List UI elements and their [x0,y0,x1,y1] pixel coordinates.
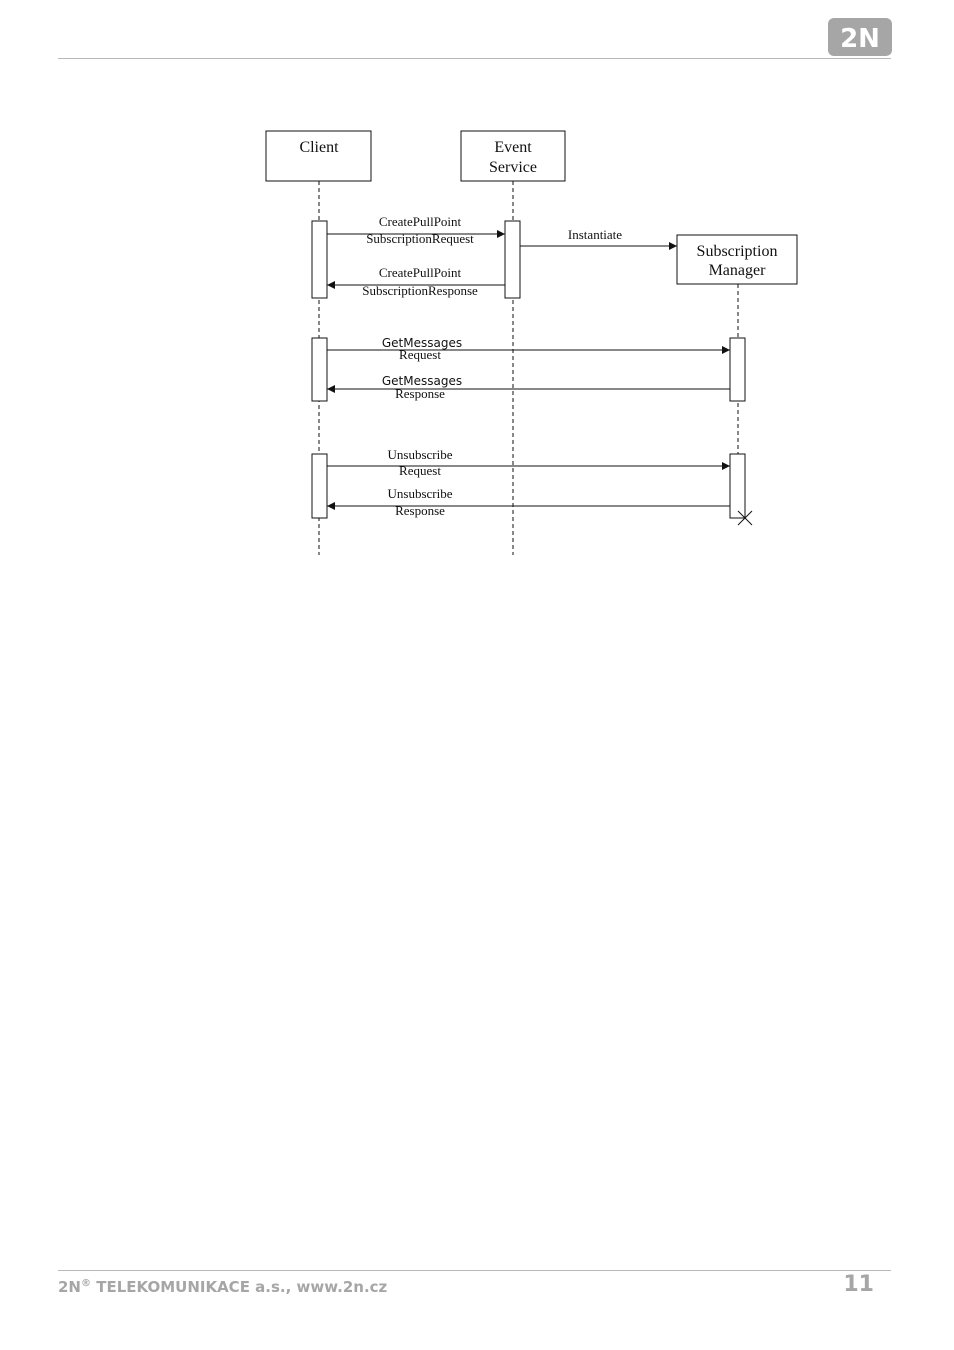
page-number: 11 [843,1272,874,1297]
footer-rule [58,1270,891,1271]
registered-mark: ® [81,1278,91,1289]
participant-event-service-label-1: Event [494,139,532,156]
sequence-diagram [0,0,954,600]
activation-manager-1 [730,338,745,401]
participant-subscription-manager-label-2: Manager [708,262,766,279]
activation-client-1 [312,221,327,298]
activation-client-2 [312,338,327,401]
participant-event-service [461,131,565,181]
msg-create-response-label-2: SubscriptionResponse [362,283,478,298]
msg-instantiate-label: Instantiate [567,227,623,242]
msg-create-request-label-2: SubscriptionRequest [366,231,474,246]
participant-subscription-manager [677,235,797,284]
msg-getmessages-request-label-1: GetMessages [381,336,463,350]
activation-event-service-1 [505,221,520,298]
msg-create-response-label-1: CreatePullPoint [378,265,462,280]
footer-company-rest: TELEKOMUNIKACE a.s., www.2n.cz [91,1278,388,1296]
msg-getmessages-response-label-1: GetMessages [381,374,463,388]
logo-text: 2N [840,24,880,54]
participant-event-service-label-2: Service [489,159,537,176]
msg-unsubscribe-request-label-1: Unsubscribe [387,447,453,462]
msg-unsubscribe-response-label-1: Unsubscribe [387,486,453,501]
footer-company [58,1278,387,1296]
msg-unsubscribe-response-label-2: Response [395,503,445,518]
activation-client-3 [312,454,327,518]
participant-client [266,131,371,181]
msg-getmessages-request-label-2: Request [399,347,441,362]
msg-unsubscribe-request-label-2: Request [399,463,441,478]
msg-create-request-label-1: CreatePullPoint [378,214,462,229]
participant-client-label: Client [299,139,339,156]
participant-subscription-manager-label-1: Subscription [696,243,778,260]
footer-company-prefix: 2N [58,1278,81,1296]
msg-getmessages-response-label-2: Response [395,386,445,401]
activation-manager-2 [730,454,745,518]
